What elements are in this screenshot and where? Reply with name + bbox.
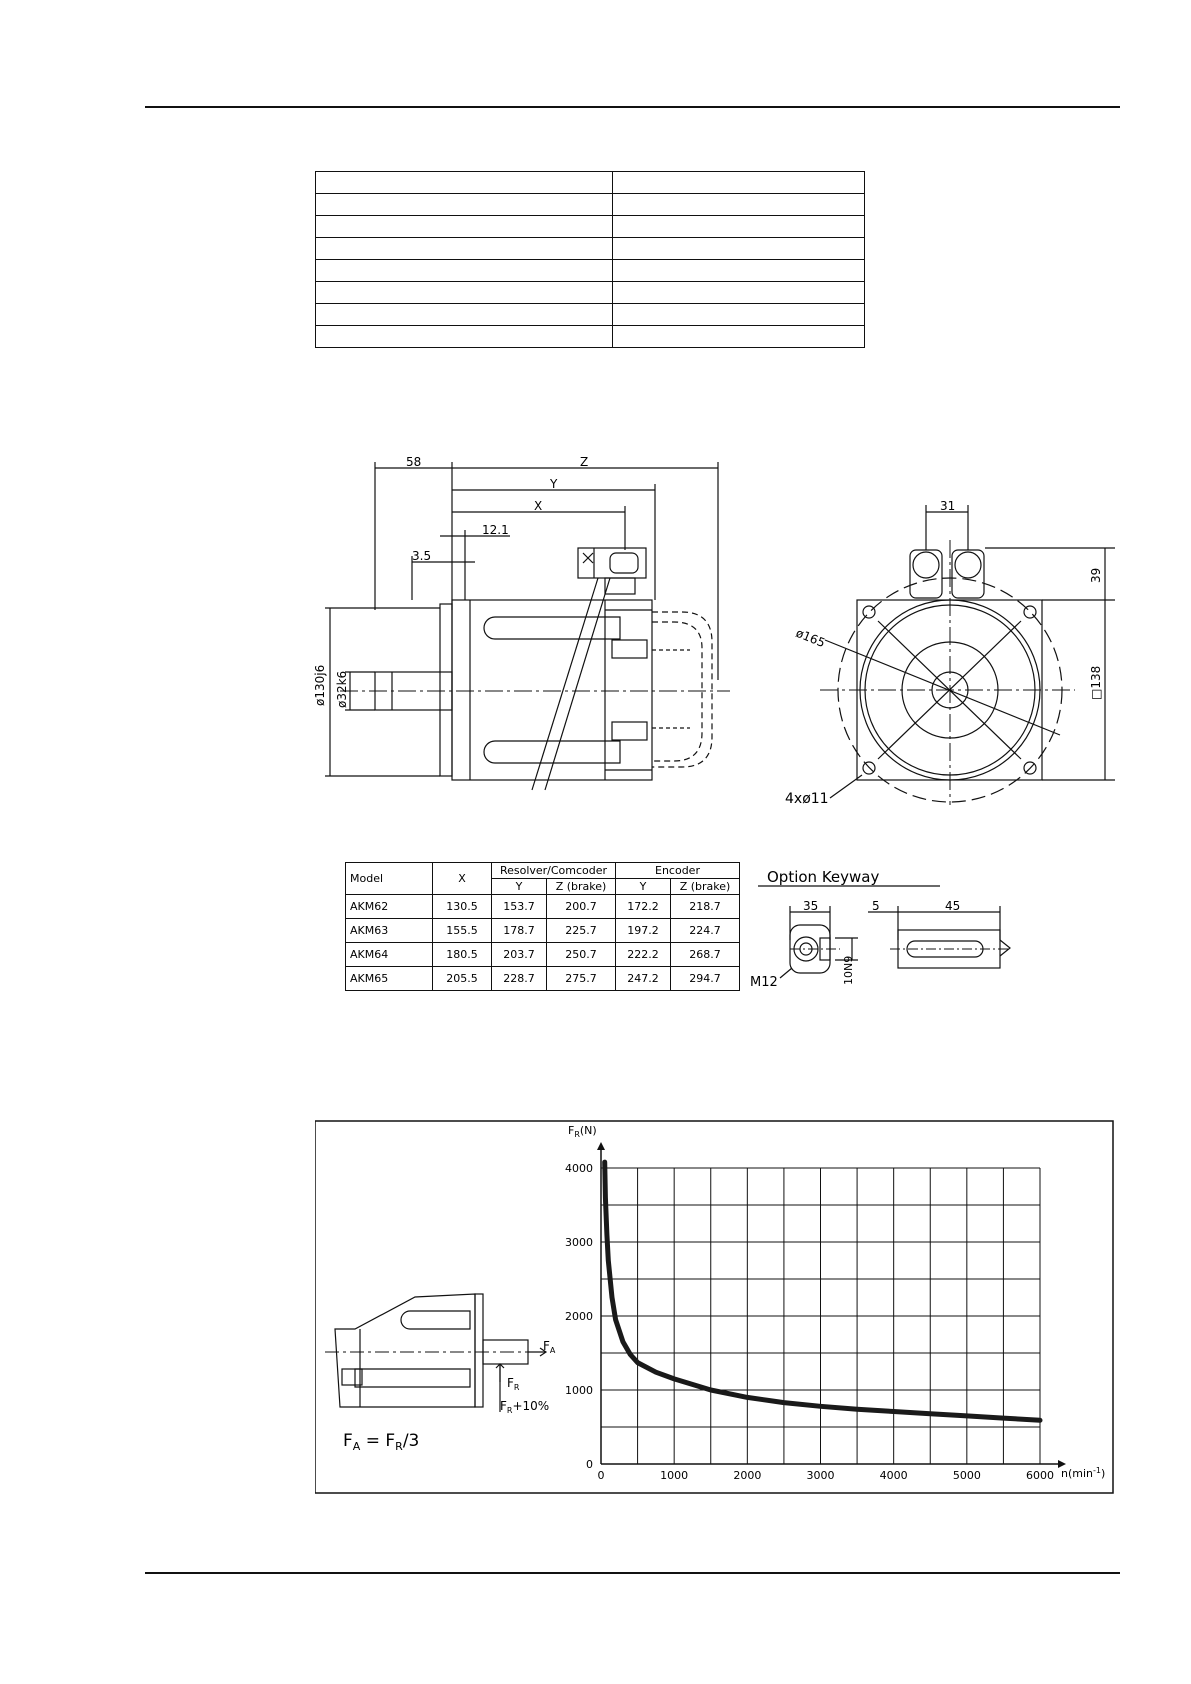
cell-x: 205.5 <box>433 967 492 991</box>
svg-text:FR(N) <box>568 1124 597 1139</box>
cell-model: AKM63 <box>346 919 433 943</box>
table-row <box>316 282 865 304</box>
cell-resolver-y: 153.7 <box>492 895 547 919</box>
cell-model: AKM64 <box>346 943 433 967</box>
table-row <box>316 304 865 326</box>
chart-x-tick-label: 1000 <box>660 1469 689 1482</box>
dim-12-1: 12.1 <box>482 523 509 537</box>
table-row <box>346 895 740 919</box>
chart-xlabel: n(min <box>1061 1467 1094 1480</box>
svg-text:FR <box>507 1376 520 1392</box>
dim-31: 31 <box>940 499 956 513</box>
keyway-dim-5: 5 <box>872 899 880 913</box>
dim-sq138: □138 <box>1089 665 1103 700</box>
keyway-dim-45: 45 <box>945 899 961 913</box>
header-encoder-z: Z (brake) <box>671 879 740 895</box>
cell-encoder-z: 224.7 <box>671 919 740 943</box>
svg-text:FR+10% <box>500 1399 549 1415</box>
formula-fa: F <box>343 1431 353 1451</box>
formula-fa-sub: A <box>352 1440 361 1453</box>
cell-x: 130.5 <box>433 895 492 919</box>
chart-y-tick-label: 1000 <box>565 1384 593 1397</box>
header-encoder: Encoder <box>616 863 740 879</box>
cell-resolver-y: 228.7 <box>492 967 547 991</box>
header-resolver: Resolver/Comcoder <box>492 863 616 879</box>
table-row <box>316 238 865 260</box>
cell-x: 180.5 <box>433 943 492 967</box>
header-rule <box>145 106 1120 108</box>
load-chart-panel <box>315 1120 1115 1495</box>
table-row <box>316 194 865 216</box>
cell-encoder-z: 268.7 <box>671 943 740 967</box>
cell-resolver-y: 178.7 <box>492 919 547 943</box>
footer-rule <box>145 1572 1120 1574</box>
cell-resolver-z: 225.7 <box>547 919 616 943</box>
dim-dia130: ø130j6 <box>313 664 327 706</box>
cell-resolver-z: 200.7 <box>547 895 616 919</box>
dim-y: Y <box>550 477 558 491</box>
dim-3-5: 3.5 <box>412 549 432 563</box>
chart-xlabel-sup: -1 <box>1093 1466 1101 1475</box>
svg-text:FA = FR/3 <box>343 1431 419 1453</box>
keyway-dim-35: 35 <box>803 899 819 913</box>
chart-ylabel-sub: R <box>574 1130 580 1139</box>
keyway-title: Option Keyway <box>767 868 880 886</box>
force-fr: F <box>507 1376 514 1390</box>
chart-y-tick-label: 0 <box>586 1458 593 1471</box>
cell-resolver-y: 203.7 <box>492 943 547 967</box>
chart-x-tick-label: 2000 <box>733 1469 762 1482</box>
cell-encoder-z: 294.7 <box>671 967 740 991</box>
formula-eq: = F <box>360 1431 396 1451</box>
chart-ylabel-unit: (N) <box>579 1124 597 1137</box>
force-fr10: F <box>500 1399 507 1413</box>
dim-z: Z <box>580 455 589 469</box>
chart-x-tick-label: 4000 <box>879 1469 908 1482</box>
chart-x-tick-label: 5000 <box>952 1469 981 1482</box>
dim-dia32: ø32k6 <box>335 670 349 708</box>
chart-y-tick-label: 3000 <box>565 1236 593 1249</box>
chart-x-tick-label: 0 <box>597 1469 605 1482</box>
chart-series-line <box>605 1162 1040 1420</box>
header-x: X <box>433 863 492 895</box>
chart-x-tick-label: 6000 <box>1026 1469 1054 1482</box>
table-row <box>316 172 865 194</box>
cell-encoder-y: 172.2 <box>616 895 671 919</box>
force-fa: F <box>543 1339 550 1353</box>
chart-grid <box>601 1168 1040 1464</box>
cell-encoder-z: 218.7 <box>671 895 740 919</box>
force-fr-sub: R <box>513 1383 520 1392</box>
chart-y-axis-arrow <box>597 1142 605 1150</box>
keyway-tolerance: 10N9 <box>842 955 855 985</box>
blank-data-table <box>315 171 865 348</box>
force-fr10-pct: +10% <box>512 1399 550 1413</box>
chart-y-tick-label: 2000 <box>565 1310 593 1323</box>
motor-dimension-drawing <box>300 450 1130 810</box>
svg-text:n(min-1) <box>1061 1466 1105 1480</box>
table-row <box>316 216 865 238</box>
model-dimensions-table <box>345 862 740 991</box>
cell-encoder-y: 222.2 <box>616 943 671 967</box>
force-fr10-sub: R <box>506 1406 513 1415</box>
chart-y-tick-label: 4000 <box>565 1162 593 1175</box>
dim-dia165: ø165 <box>793 625 828 651</box>
force-fa-sub: A <box>549 1346 556 1355</box>
chart-x-tick-label: 3000 <box>806 1469 835 1482</box>
keyway-thread: M12 <box>750 975 778 987</box>
dim-holes: 4xø11 <box>785 791 829 807</box>
chart-xlabel-tail: ) <box>1101 1467 1106 1480</box>
table-row <box>346 943 740 967</box>
cell-model: AKM65 <box>346 967 433 991</box>
header-resolver-z: Z (brake) <box>547 879 616 895</box>
header-encoder-y: Y <box>616 879 671 895</box>
formula-fr-sub: R <box>395 1440 403 1453</box>
dim-58: 58 <box>406 455 422 469</box>
formula-tail: /3 <box>402 1431 420 1451</box>
header-resolver-y: Y <box>492 879 547 895</box>
table-header-row <box>346 863 740 879</box>
table-row <box>316 260 865 282</box>
table-row <box>316 326 865 348</box>
chart-ylabel: F <box>568 1124 575 1137</box>
cell-resolver-z: 250.7 <box>547 943 616 967</box>
chart-tick-labels <box>565 1162 1054 1482</box>
option-keyway-drawing <box>745 862 1035 987</box>
dim-x: X <box>534 499 543 513</box>
cell-encoder-y: 247.2 <box>616 967 671 991</box>
table-row <box>346 919 740 943</box>
header-model: Model <box>346 863 433 895</box>
table-row <box>346 967 740 991</box>
dim-39: 39 <box>1089 567 1103 583</box>
cell-model: AKM62 <box>346 895 433 919</box>
cell-x: 155.5 <box>433 919 492 943</box>
cell-resolver-z: 275.7 <box>547 967 616 991</box>
cell-encoder-y: 197.2 <box>616 919 671 943</box>
svg-text:FA <box>543 1339 556 1355</box>
